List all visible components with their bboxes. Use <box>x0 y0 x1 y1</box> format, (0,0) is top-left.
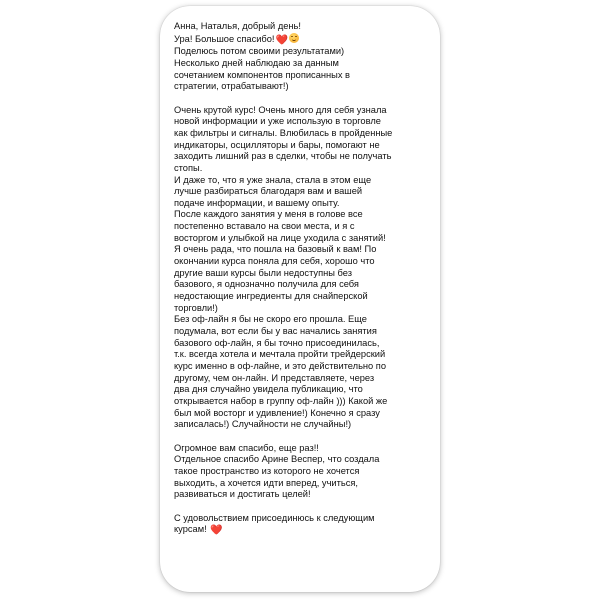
message-line: такое пространство из которого не хочется <box>174 465 360 476</box>
message-line: И даже то, что я уже знала, стала в этом еще <box>174 174 372 185</box>
message-line: недостающие ингредиенты для снайперской <box>174 291 368 302</box>
message-line: Без оф-лайн я бы не скоро его прошла. Еще <box>174 314 367 325</box>
message-line: записалась!) Случайности не случайны!) <box>174 419 352 430</box>
message-line: подумала, вот если бы у вас начались занятия <box>174 326 377 337</box>
message-line: был мой восторг и удивление!) Конечно я сразу <box>174 407 380 418</box>
message-line: окончании курса поняла для себя, хорошо что <box>174 256 375 267</box>
message-line: базового оф-лайн, я бы точно присоединилась, <box>174 337 380 348</box>
message-line: После каждого занятия у меня в голове все <box>174 209 363 220</box>
message-line: развиваться и достигать целей! <box>174 489 311 500</box>
message-line: базового, я однозначно получила для себя <box>174 279 359 290</box>
message-line: стратегии, отрабатывают!) <box>174 81 289 92</box>
message-line: курс именно в оф-лайне, и это действительно по <box>174 361 387 372</box>
message-line: т.к. всегда хотела и мечтала пройти трейдерский <box>174 349 386 360</box>
message-line: выходить, а хочется идти вперед, учиться, <box>174 477 358 488</box>
message-line: как фильтры и сигналы. Влюбилась в пройденные <box>174 127 393 138</box>
message-text <box>174 21 430 537</box>
blank-line <box>174 93 430 105</box>
message-line: Я очень рада, что пошла на базовый к вам! По <box>174 244 377 255</box>
message-line: Огромное вам спасибо, еще раз!! <box>174 442 319 453</box>
message-line: курсам! ❤️ <box>174 524 223 537</box>
heart-icon: ❤️ <box>275 34 288 46</box>
message-line: восторгом и улыбкой на лице уходила с занятий! <box>174 232 386 243</box>
message-line: другому, чем он-лайн. И представляете, через <box>174 372 375 383</box>
message-line: торговли!) <box>174 302 218 313</box>
smiling-face-icon <box>289 33 299 43</box>
message-line: открывается набор в группу оф-лайн ))) Какой же <box>174 395 388 406</box>
message-line: Поделюсь потом своими результатами) <box>174 46 345 57</box>
message-line: Отдельное спасибо Арине Веспер, что создала <box>174 454 380 465</box>
message-line: Анна, Наталья, добрый день! <box>174 21 301 31</box>
blank-line <box>174 501 430 513</box>
message-bubble <box>160 6 440 592</box>
message-line: лучше разбираться благодаря вам и вашей <box>174 186 363 197</box>
message-line: Несколько дней наблюдаю за данным <box>174 57 339 68</box>
message-line: индикаторы, осцилляторы и бары, помогают не <box>174 139 380 150</box>
message-line: стопы. <box>174 162 203 173</box>
message-line: другие ваши курсы были недоступны без <box>174 267 352 278</box>
blank-line <box>174 431 430 443</box>
message-line: С удовольствием присоединюсь к следующим <box>174 512 375 523</box>
message-line: заходить лишний раз в сделки, чтобы не получать <box>174 151 392 162</box>
message-line: новой информации и уже использую в торговле <box>174 116 381 127</box>
message-line: постепенно вставало на свои места, и я с <box>174 221 355 232</box>
message-line: подаче информации, и вашему опыту. <box>174 197 340 208</box>
message-line: сочетанием компонентов прописанных в <box>174 69 350 80</box>
heart-icon: ❤️ <box>210 525 223 537</box>
message-line: Ура! Большое спасибо!❤️ <box>174 33 430 47</box>
message-line: Очень крутой курс! Очень много для себя узнала <box>174 104 387 115</box>
message-line: два дня случайно увидела публикацию, что <box>174 384 363 395</box>
